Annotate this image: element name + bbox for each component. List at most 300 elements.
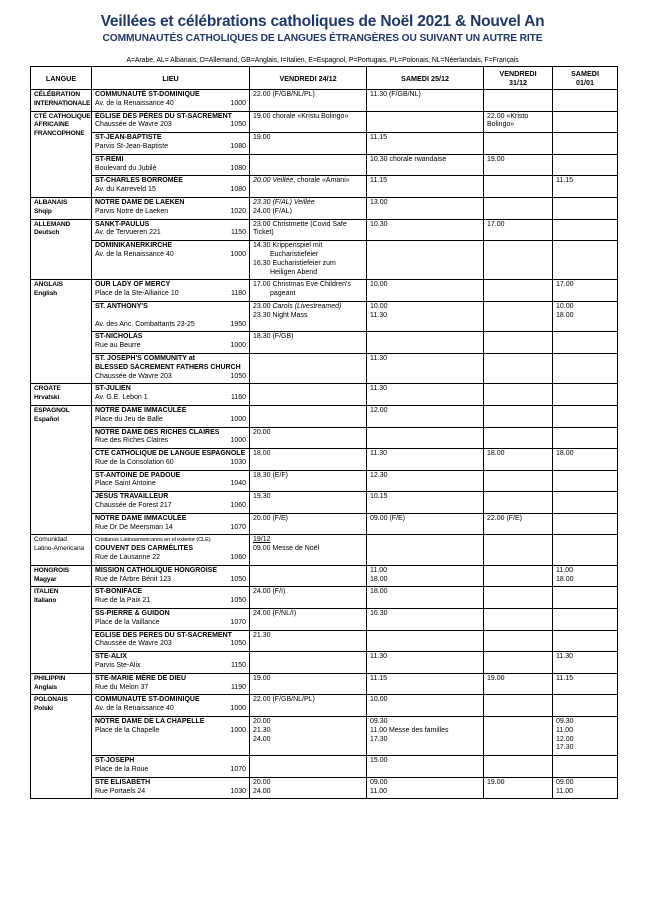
text-run: ESPAGNOL xyxy=(34,406,70,414)
text-line xyxy=(95,385,246,394)
postal-code: 1050 xyxy=(230,575,246,583)
text-line xyxy=(556,744,614,753)
time-cell-s25 xyxy=(367,513,484,535)
location-cell xyxy=(92,90,250,112)
text-run: 18.00 xyxy=(487,450,505,458)
text-run: 18.00 xyxy=(556,450,574,458)
time-cell-s25 xyxy=(367,673,484,695)
text-line xyxy=(253,208,363,217)
text-run: 11.15 xyxy=(370,177,387,185)
text-run: 12.00 xyxy=(370,406,388,414)
postal-code: 1040 xyxy=(230,480,246,488)
postal-code: 1000 xyxy=(230,250,246,258)
address-line xyxy=(95,437,246,446)
table-row xyxy=(31,405,618,427)
time-cell-v31 xyxy=(484,384,553,406)
table-row xyxy=(31,353,618,383)
text-line xyxy=(253,242,363,251)
location-cell xyxy=(92,565,250,587)
text-line xyxy=(95,303,246,312)
text-run: 19/12 xyxy=(253,536,271,544)
location-cell xyxy=(92,717,250,756)
text-run: NOTRE DAME IMMACULÉE xyxy=(95,514,187,522)
text-line xyxy=(34,290,88,299)
street-address: Rue de Lausanne 22 xyxy=(95,554,160,562)
text-run: 11.30 xyxy=(370,354,387,362)
address-line xyxy=(95,416,246,425)
street-address: Rue Dr De Meersman 14 xyxy=(95,523,173,531)
address-line xyxy=(95,662,246,671)
text-run: 10.00 xyxy=(370,281,388,289)
text-line xyxy=(253,91,363,100)
text-line xyxy=(370,303,480,312)
text-line xyxy=(34,536,88,545)
text-line xyxy=(95,333,246,342)
text-line xyxy=(253,545,363,554)
text-line xyxy=(95,757,246,766)
street-address: Av. du Karreveld 15 xyxy=(95,186,156,194)
page-subtitle: COMMUNAUTÉS CATHOLIQUES DE LANGUES ÉTRANGÈRES OU SUIVANT UN AUTRE RITE xyxy=(102,33,543,44)
address-line xyxy=(95,597,246,606)
text-line xyxy=(95,429,246,438)
text-run: 11.30 xyxy=(370,385,387,393)
time-cell-s25 xyxy=(367,384,484,406)
location-cell xyxy=(92,405,250,427)
text-run: ST-CHARLES BORROMÉE xyxy=(95,177,183,185)
text-run: POLONAIS xyxy=(34,696,68,704)
text-run: 11.30 xyxy=(556,653,573,661)
table-row xyxy=(31,241,618,280)
text-run: 10.30 xyxy=(370,220,388,228)
location-cell xyxy=(92,133,250,155)
time-cell-s01 xyxy=(553,449,618,471)
address-line xyxy=(95,459,246,468)
text-line xyxy=(95,355,246,364)
text-line xyxy=(34,567,88,576)
text-run: 17.30 xyxy=(370,735,388,743)
text-line xyxy=(34,675,88,684)
postal-code: 1070 xyxy=(230,618,246,626)
text-line xyxy=(487,156,549,165)
time-cell-s25 xyxy=(367,449,484,471)
time-cell-s25 xyxy=(367,587,484,609)
text-line xyxy=(95,407,246,416)
text-run: Carols (Livestreamed) xyxy=(272,302,342,310)
text-line xyxy=(253,727,363,736)
time-cell-v31 xyxy=(484,301,553,331)
text-run: 22.00 (F/GB/NL/PL) xyxy=(253,696,315,704)
text-line xyxy=(95,156,246,165)
location-cell xyxy=(92,513,250,535)
text-line xyxy=(95,610,246,619)
text-line xyxy=(95,536,246,545)
location-cell xyxy=(92,492,250,514)
text-line xyxy=(95,281,246,290)
address-line xyxy=(95,251,246,260)
text-line xyxy=(253,515,363,524)
text-run: 12.30 xyxy=(370,471,388,479)
column-header-0: LANGUE xyxy=(31,67,92,90)
time-cell-s01 xyxy=(553,756,618,778)
text-run: 17.00 Christmas Eve Children's xyxy=(253,281,351,289)
text-line xyxy=(556,567,614,576)
text-run: CTE CATHOLIQUE DE LANGUE ESPAGNOLE xyxy=(95,450,246,458)
text-run: 10.00 xyxy=(370,696,388,704)
time-cell-s25 xyxy=(367,492,484,514)
location-cell xyxy=(92,756,250,778)
text-line xyxy=(370,696,480,705)
text-line xyxy=(253,251,363,260)
text-run: 19.00 xyxy=(253,674,271,682)
address-line xyxy=(95,121,246,130)
time-cell-v24 xyxy=(250,609,367,631)
address-line xyxy=(95,705,246,714)
text-run: MISSION CATHOLIQUE HONGROISE xyxy=(95,566,217,574)
text-run: 11.15 xyxy=(370,674,387,682)
street-address: Av. G.E. Lebon 1 xyxy=(95,394,148,402)
time-cell-v31 xyxy=(484,111,553,133)
text-run: Comunidad xyxy=(34,536,67,544)
text-line xyxy=(556,788,614,797)
location-cell xyxy=(92,470,250,492)
text-line xyxy=(487,450,549,459)
table-row xyxy=(31,280,618,302)
text-run: Polski xyxy=(34,705,53,713)
time-cell-s01 xyxy=(553,219,618,241)
text-run: 23.00 xyxy=(253,302,273,310)
text-run: 19.00 xyxy=(487,155,505,163)
text-run: 19.00 xyxy=(487,778,505,786)
text-line xyxy=(253,493,363,502)
text-run: Eucharistiefeier xyxy=(270,250,319,258)
text-run: 11.15 xyxy=(556,177,573,185)
text-line xyxy=(34,99,91,109)
table-row xyxy=(31,630,618,652)
text-line xyxy=(370,567,480,576)
text-run: 11.15 xyxy=(556,674,573,682)
text-line xyxy=(370,779,480,788)
text-run: 23.30 Night Mass xyxy=(253,311,308,319)
time-cell-v24 xyxy=(250,280,367,302)
postal-code: 1000 xyxy=(230,342,246,350)
address-line xyxy=(95,165,246,174)
text-run: 11.00 xyxy=(370,566,387,574)
text-line xyxy=(95,588,246,597)
text-line xyxy=(487,675,549,684)
location-cell xyxy=(92,427,250,449)
time-cell-v31 xyxy=(484,777,553,799)
text-line xyxy=(556,718,614,727)
text-run: 09.00 xyxy=(370,778,388,786)
text-run: STE-MARIE MÈRE DE DIEU xyxy=(95,674,187,682)
text-line xyxy=(556,303,614,312)
time-cell-s25 xyxy=(367,301,484,331)
text-line xyxy=(95,221,246,230)
address-line xyxy=(95,290,246,299)
text-run: FRANCOPHONE xyxy=(34,130,85,138)
address-line xyxy=(95,321,246,330)
text-line xyxy=(95,472,246,481)
address-line xyxy=(95,766,246,775)
time-cell-s25 xyxy=(367,111,484,133)
text-line xyxy=(253,610,363,619)
time-cell-v31 xyxy=(484,717,553,756)
text-line xyxy=(34,705,88,714)
time-cell-v24 xyxy=(250,535,367,565)
time-cell-v24 xyxy=(250,513,367,535)
time-cell-v31 xyxy=(484,427,553,449)
location-cell xyxy=(92,777,250,799)
time-cell-s25 xyxy=(367,717,484,756)
location-cell xyxy=(92,384,250,406)
time-cell-v24 xyxy=(250,405,367,427)
table-row xyxy=(31,470,618,492)
time-cell-v24 xyxy=(250,154,367,176)
text-run: 11.30 xyxy=(370,450,387,458)
time-cell-s01 xyxy=(553,384,618,406)
postal-code: 1050 xyxy=(230,121,246,129)
text-run: SS-PIERRE & GUIDON xyxy=(95,610,170,618)
text-line xyxy=(34,385,88,394)
time-cell-s01 xyxy=(553,717,618,756)
text-run: 21.30 xyxy=(253,631,271,639)
time-cell-v31 xyxy=(484,630,553,652)
text-run: Ticket) xyxy=(253,229,274,237)
text-run: 09.30 xyxy=(370,718,388,726)
time-cell-v31 xyxy=(484,353,553,383)
text-run: 18.00 xyxy=(556,311,574,319)
time-cell-v31 xyxy=(484,492,553,514)
text-run: 09.00 Messe de Noël xyxy=(253,545,320,553)
time-cell-v31 xyxy=(484,405,553,427)
text-run: PHILIPPIN xyxy=(34,674,66,682)
street-address: Place du Jeu de Balle xyxy=(95,415,163,423)
text-run: NOTRE DAME DE LAEKEN xyxy=(95,198,185,206)
time-cell-v31 xyxy=(484,241,553,280)
street-address: Place de la Ste-Alliance 10 xyxy=(95,290,179,298)
text-run: 17.00 xyxy=(487,220,505,228)
time-cell-s01 xyxy=(553,197,618,219)
location-cell xyxy=(92,587,250,609)
text-line xyxy=(34,696,88,705)
location-cell xyxy=(92,449,250,471)
language-cell xyxy=(31,384,92,406)
table-header-row xyxy=(31,67,618,90)
time-cell-v24 xyxy=(250,133,367,155)
text-line xyxy=(253,134,363,143)
street-address: Rue de la Consolation 60 xyxy=(95,458,174,466)
text-line xyxy=(95,134,246,143)
text-run: ALBANAIS xyxy=(34,198,68,206)
time-cell-v31 xyxy=(484,513,553,535)
text-line xyxy=(370,736,480,745)
text-run: DOMINIKANERKIRCHE xyxy=(95,242,172,250)
time-cell-v24 xyxy=(250,565,367,587)
text-run: 23.30 (F/AL) Veillée xyxy=(253,198,315,206)
text-line xyxy=(370,588,480,597)
text-line xyxy=(95,91,246,100)
street-address: Rue au Beurre xyxy=(95,342,141,350)
text-run: 20.00 xyxy=(253,778,271,786)
text-line xyxy=(370,177,480,186)
time-cell-s01 xyxy=(553,777,618,799)
time-cell-v24 xyxy=(250,470,367,492)
time-cell-s01 xyxy=(553,565,618,587)
text-line xyxy=(370,653,480,662)
address-line xyxy=(95,394,246,403)
text-run: 24.00 xyxy=(253,787,271,795)
street-address: Av. de la Renaissance 40 xyxy=(95,250,174,258)
text-line xyxy=(253,333,363,342)
text-line xyxy=(253,312,363,321)
table-row xyxy=(31,449,618,471)
text-run: HONGROIS xyxy=(34,566,70,574)
text-line xyxy=(370,312,480,321)
text-line xyxy=(370,407,480,416)
text-line xyxy=(370,727,480,736)
time-cell-v31 xyxy=(484,90,553,112)
text-line xyxy=(253,113,363,122)
text-line xyxy=(95,675,246,684)
postal-code: 1050 xyxy=(230,597,246,605)
text-line xyxy=(487,121,549,130)
text-line xyxy=(556,779,614,788)
postal-code: 1030 xyxy=(230,787,246,795)
time-cell-v31 xyxy=(484,197,553,219)
text-run: 18.00 xyxy=(370,575,388,583)
text-run xyxy=(95,312,97,319)
text-run: 19.00 xyxy=(253,134,271,142)
street-address: Place de la Chapelle xyxy=(95,726,160,734)
location-cell xyxy=(92,673,250,695)
text-line xyxy=(370,788,480,797)
time-cell-s01 xyxy=(553,405,618,427)
text-run: Español xyxy=(34,415,59,423)
text-line xyxy=(370,472,480,481)
text-line xyxy=(370,515,480,524)
time-cell-s25 xyxy=(367,176,484,198)
time-cell-s01 xyxy=(553,353,618,383)
time-cell-v24 xyxy=(250,301,367,331)
time-cell-s25 xyxy=(367,405,484,427)
time-cell-s25 xyxy=(367,90,484,112)
address-line xyxy=(95,524,246,533)
table-body xyxy=(31,90,618,799)
text-line xyxy=(95,242,246,251)
text-line xyxy=(487,113,549,122)
language-cell xyxy=(31,219,92,280)
street-address: Chaussée de Wavre 203 xyxy=(95,372,172,380)
text-line xyxy=(556,312,614,321)
language-cell xyxy=(31,90,92,112)
postal-code: 1180 xyxy=(230,290,246,298)
postal-code: 1030 xyxy=(230,458,246,466)
language-cell xyxy=(31,673,92,695)
text-line xyxy=(95,653,246,662)
text-line xyxy=(253,177,363,186)
time-cell-v24 xyxy=(250,111,367,133)
text-run: 20.00 Veillée xyxy=(253,177,294,185)
text-run: 10.15 xyxy=(370,493,388,501)
text-run: ALLEMAND xyxy=(34,220,71,228)
time-cell-v24 xyxy=(250,449,367,471)
text-line xyxy=(370,199,480,208)
text-run: COMMUNAUTÉ ST-DOMINIQUE xyxy=(95,91,200,98)
time-cell-v31 xyxy=(484,280,553,302)
street-address: Chaussée de Forest 217 xyxy=(95,502,172,510)
postal-code: 1060 xyxy=(230,502,246,510)
text-run: ITALIEN xyxy=(34,588,59,596)
text-line xyxy=(253,675,363,684)
time-cell-v31 xyxy=(484,652,553,674)
street-address: Av. de la Renaissance 40 xyxy=(95,705,174,713)
text-line xyxy=(370,156,480,165)
location-cell xyxy=(92,695,250,717)
language-cell xyxy=(31,280,92,384)
street-address: Place de la Roue xyxy=(95,766,149,773)
postal-code: 1000 xyxy=(230,726,246,734)
table-row xyxy=(31,695,618,717)
time-cell-s01 xyxy=(553,241,618,280)
text-line xyxy=(34,416,88,425)
text-run: ST. JOSEPH'S COMMUNITY at xyxy=(95,354,195,362)
text-run: 18.00 xyxy=(556,575,574,583)
text-run: 16.30 Eucharistiefeier zum xyxy=(253,259,336,267)
time-cell-s25 xyxy=(367,133,484,155)
text-line xyxy=(34,121,88,130)
street-address: Place Saint Antoine xyxy=(95,480,156,488)
location-cell xyxy=(92,609,250,631)
table-row xyxy=(31,535,618,565)
text-line xyxy=(370,385,480,394)
time-cell-s25 xyxy=(367,197,484,219)
text-run: CÉLÉBRATION xyxy=(34,91,81,98)
text-run: Shqip xyxy=(34,207,52,215)
text-line xyxy=(34,407,88,416)
time-cell-s01 xyxy=(553,609,618,631)
table-row xyxy=(31,756,618,778)
street-address: Place de la Vaillance xyxy=(95,618,160,626)
time-cell-v24 xyxy=(250,492,367,514)
street-address: Rue du Melon 37 xyxy=(95,683,149,691)
street-address: Rue Portaels 24 xyxy=(95,787,146,795)
time-cell-v31 xyxy=(484,565,553,587)
time-cell-s25 xyxy=(367,219,484,241)
time-cell-s01 xyxy=(553,513,618,535)
postal-code: 1070 xyxy=(230,523,246,531)
schedule-table xyxy=(30,66,618,799)
text-line xyxy=(95,515,246,524)
text-line xyxy=(34,221,88,230)
text-run: 11.30 xyxy=(370,653,387,661)
text-run: Heiligen Abend xyxy=(270,268,318,276)
location-cell xyxy=(92,219,250,241)
time-cell-v24 xyxy=(250,219,367,241)
time-cell-v24 xyxy=(250,756,367,778)
text-line xyxy=(95,312,246,321)
text-line xyxy=(556,576,614,585)
table-row xyxy=(31,154,618,176)
text-run: 20.00 xyxy=(253,428,271,436)
street-address: Boulevard du Jubilé xyxy=(95,164,157,172)
time-cell-s01 xyxy=(553,427,618,449)
address-line xyxy=(95,208,246,217)
text-line xyxy=(95,364,246,373)
time-cell-v31 xyxy=(484,449,553,471)
text-run: English xyxy=(34,290,58,298)
text-run: STE ELISABETH xyxy=(95,778,151,786)
postal-code: 1000 xyxy=(230,415,246,423)
